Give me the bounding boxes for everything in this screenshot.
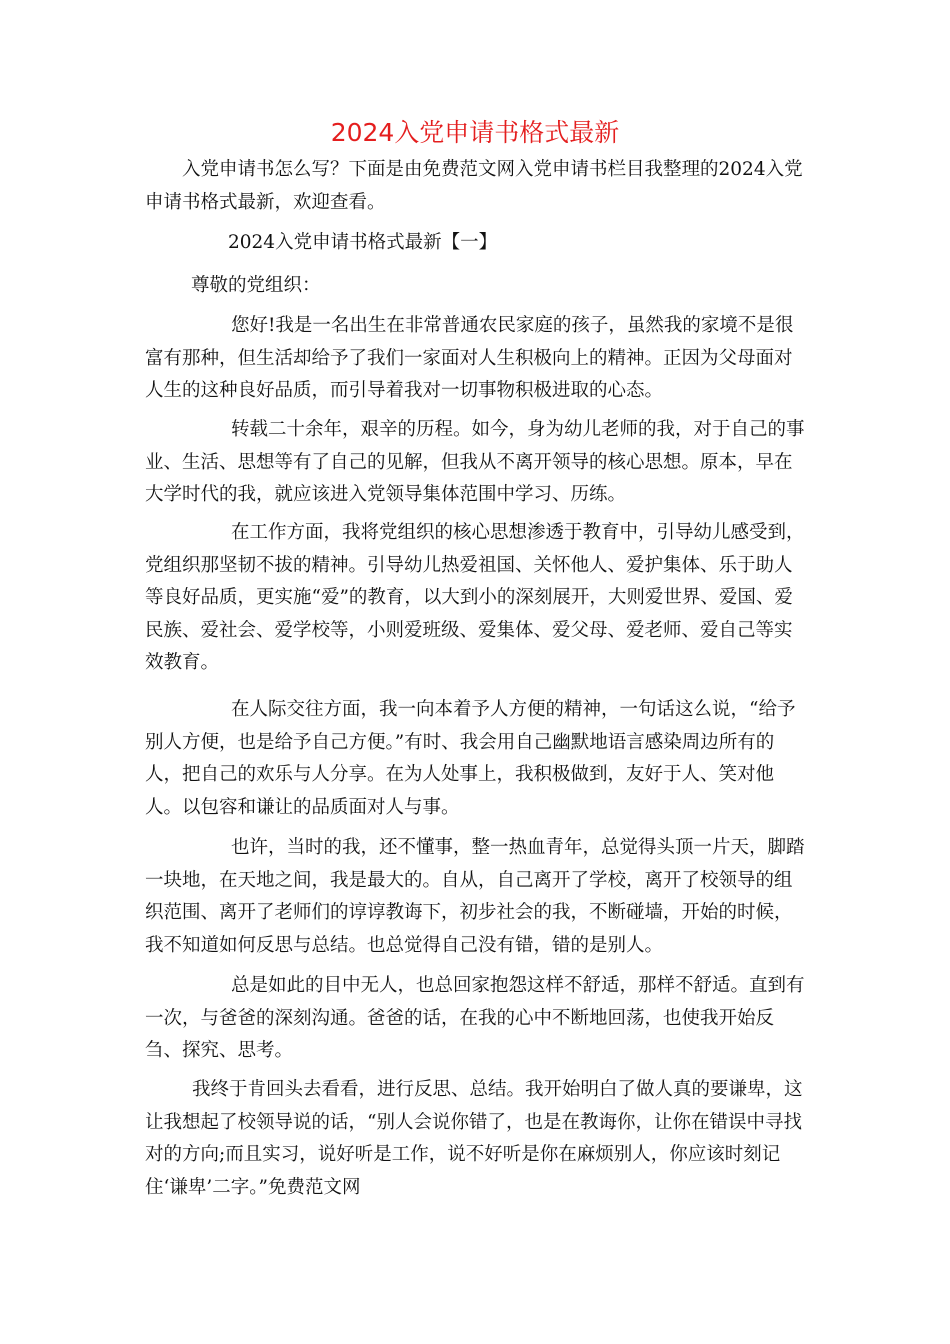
body-paragraph: 您好!我是一名出生在非常普通农民家庭的孩子，虽然我的家境不是很富有那种，但生活却给予了我们一家面对人生积极向上的精神。正因为父母面对人生的这种良好品质，而引导着我对一切事物积极进取的心态。 bbox=[145, 315, 794, 401]
body-paragraph: 在人际交往方面，我一向本着予人方便的精神，一句话这么说，“给予别人方便，也是给予自己方便。”有时、我会用自己幽默地语言感染周边所有的人，把自己的欢乐与人分享。在为人处事上，我积极做到，友好于人、笑对他人。以包容和谦让的品质面对人与事。 bbox=[145, 699, 796, 818]
intro-paragraph: 入党申请书怎么写？下面是由免费范文网入党申请书栏目我整理的2024入党申请书格式最新，欢迎查看。 bbox=[145, 159, 803, 213]
document-title: 2024入党申请书格式最新 bbox=[330, 118, 620, 147]
body-paragraph: 我终于肯回头去看看，进行反思、总结。我开始明白了做人真的要谦卑，这让我想起了校领导说的话，“别人会说你错了，也是在教诲你，让你在错误中寻找对的方向;而且实习，说好听是工作，说不好听是你在麻烦别人，你应该时刻记住‘谦卑’二字。”免费范文网 bbox=[145, 1079, 803, 1198]
body-paragraph: 转载二十余年，艰辛的历程。如今，身为幼儿老师的我，对于自己的事业、生活、思想等有了自己的见解，但我从不离开领导的核心思想。原本，早在大学时代的我，就应该进入党领导集体范围中学习、历练。 bbox=[145, 419, 805, 505]
body-paragraph: 也许，当时的我，还不懂事，整一热血青年，总觉得头顶一片天，脚踏一块地，在天地之间，我是最大的。自从，自己离开了学校，离开了校领导的组织范围、离开了老师们的谆谆教诲下，初步社会的我，不断碰墙，开始的时候，我不知道如何反思与总结。也总觉得自己没有错，错的是别人。 bbox=[145, 837, 805, 956]
body-paragraph: 在工作方面，我将党组织的核心思想渗透于教育中，引导幼儿感受到，党组织那坚韧不拔的精神。引导幼儿热爱祖国、关怀他人、爱护集体、乐于助人等良好品质，更实施“爱”的教育，以大到小的深刻展开，大则爱世界、爱国、爱民族、爱社会、爱学校等，小则爱班级、爱集体、爱父母、爱老师、爱自己等实效教育。 bbox=[145, 522, 805, 673]
section-heading: 2024入党申请书格式最新【一】 bbox=[228, 232, 498, 253]
salutation: 尊敬的党组织： bbox=[191, 275, 321, 296]
body-paragraph: 总是如此的目中无人，也总回家抱怨这样不舒适，那样不舒适。直到有一次，与爸爸的深刻沟通。爸爸的话，在我的心中不断地回荡，也使我开始反刍、探究、思考。 bbox=[145, 975, 805, 1061]
